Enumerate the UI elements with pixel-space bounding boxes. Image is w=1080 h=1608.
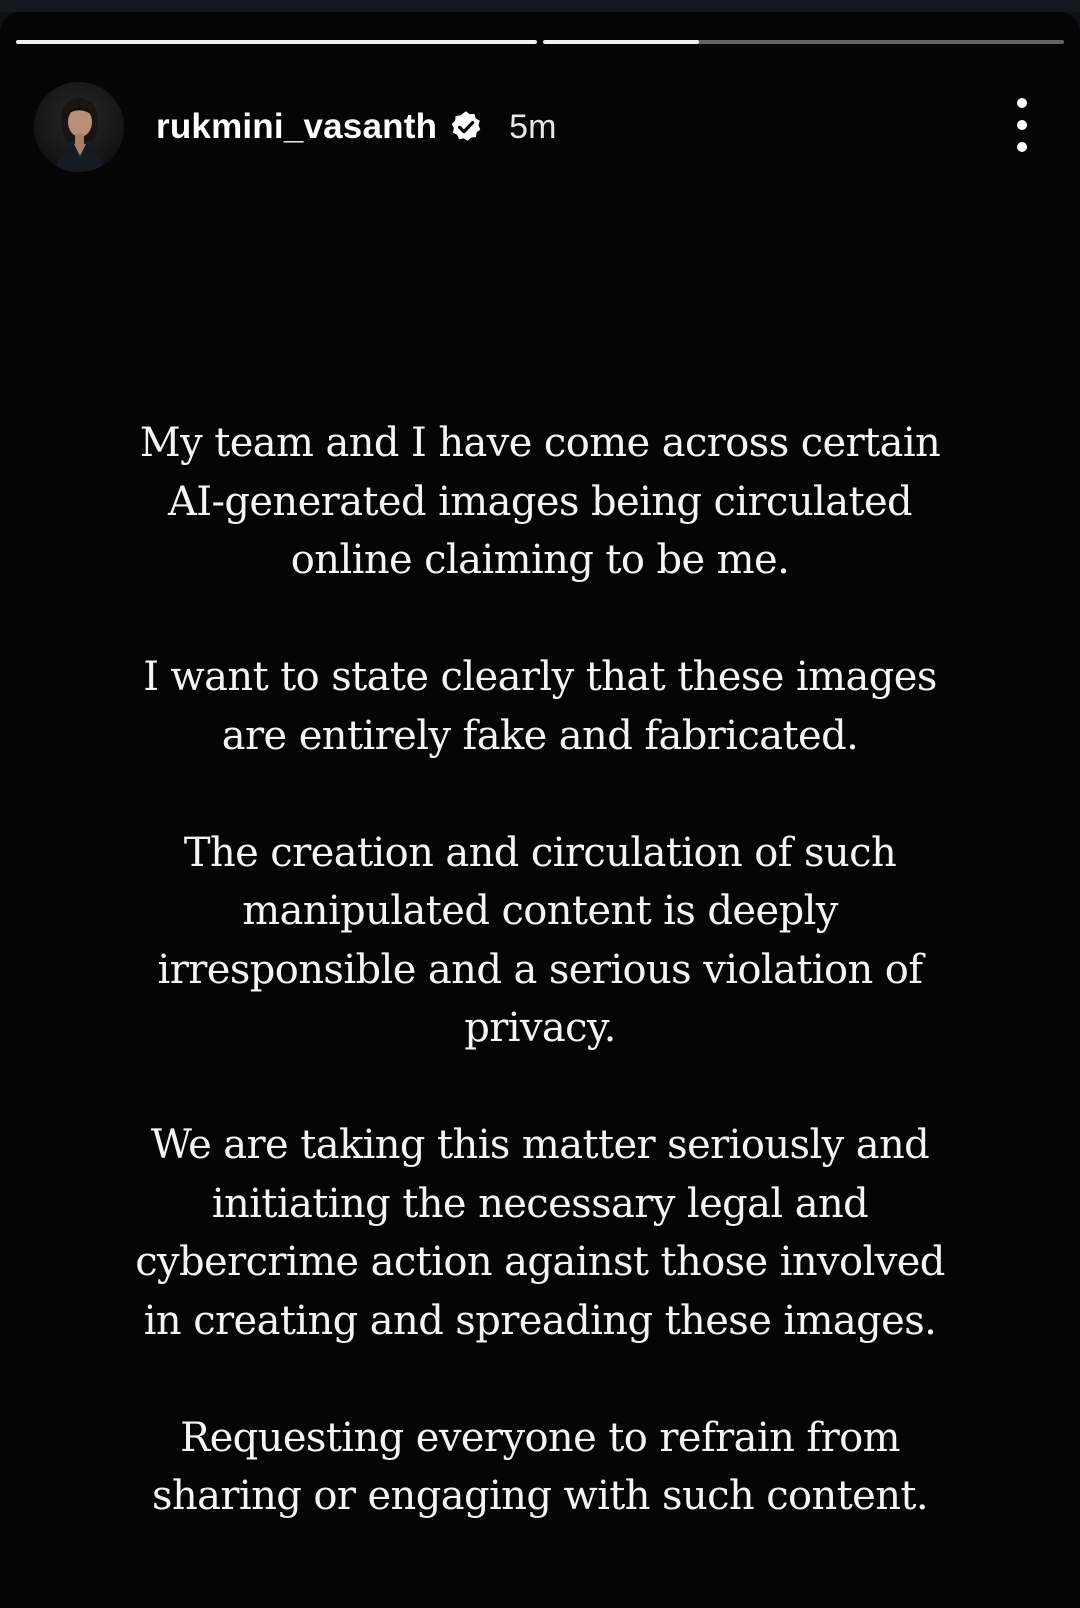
message-line: I want to state clearly that these images <box>143 654 937 700</box>
more-vertical-icon <box>1017 98 1027 108</box>
story-viewer[interactable] <box>0 12 1080 1608</box>
more-vertical-icon <box>1017 120 1027 130</box>
avatar[interactable] <box>34 82 124 172</box>
message-line: The creation and circulation of such <box>183 829 897 876</box>
status-strip <box>0 0 1080 12</box>
message-line: sharing or engaging with such content. <box>152 1473 928 1519</box>
message-paragraph <box>60 824 1020 1058</box>
verified-badge-icon <box>449 110 483 144</box>
progress-fill <box>16 40 537 44</box>
post-time: 5m <box>509 107 557 146</box>
message-line: initiating the necessary legal and <box>211 1180 869 1227</box>
message-line: We are taking this matter seriously and <box>150 1122 930 1168</box>
avatar-portrait-icon <box>34 82 124 172</box>
message-line: in creating and spreading these images. <box>143 1297 937 1344</box>
message-paragraph <box>60 648 1020 765</box>
message-line: privacy. <box>464 1005 616 1051</box>
message-line: manipulated content is deeply <box>242 888 838 934</box>
message-paragraph <box>60 1409 1020 1526</box>
message-line: My team and I have come across certain <box>139 420 941 466</box>
story-progress-segment-2 <box>543 40 1064 44</box>
message-line: are entirely fake and fabricated. <box>221 712 859 759</box>
story-header <box>34 81 556 173</box>
message-line: online claiming to be me. <box>290 537 790 583</box>
more-options-button[interactable] <box>1010 98 1034 152</box>
message-line: irresponsible and a serious violation of <box>157 946 923 993</box>
message-paragraph <box>60 1116 1020 1350</box>
progress-fill <box>543 40 699 44</box>
story-progress-segment-1 <box>16 40 537 44</box>
message-line: Requesting everyone to refrain from <box>180 1414 900 1461</box>
message-line: cybercrime action against those involved <box>135 1239 945 1285</box>
more-vertical-icon <box>1017 142 1027 152</box>
story-text-message <box>60 414 1020 1526</box>
username[interactable]: rukmini_vasanth <box>156 107 438 146</box>
story-progress-bars <box>16 40 1064 46</box>
message-paragraph <box>60 414 1020 590</box>
message-line: AI-generated images being circulated <box>167 478 913 525</box>
